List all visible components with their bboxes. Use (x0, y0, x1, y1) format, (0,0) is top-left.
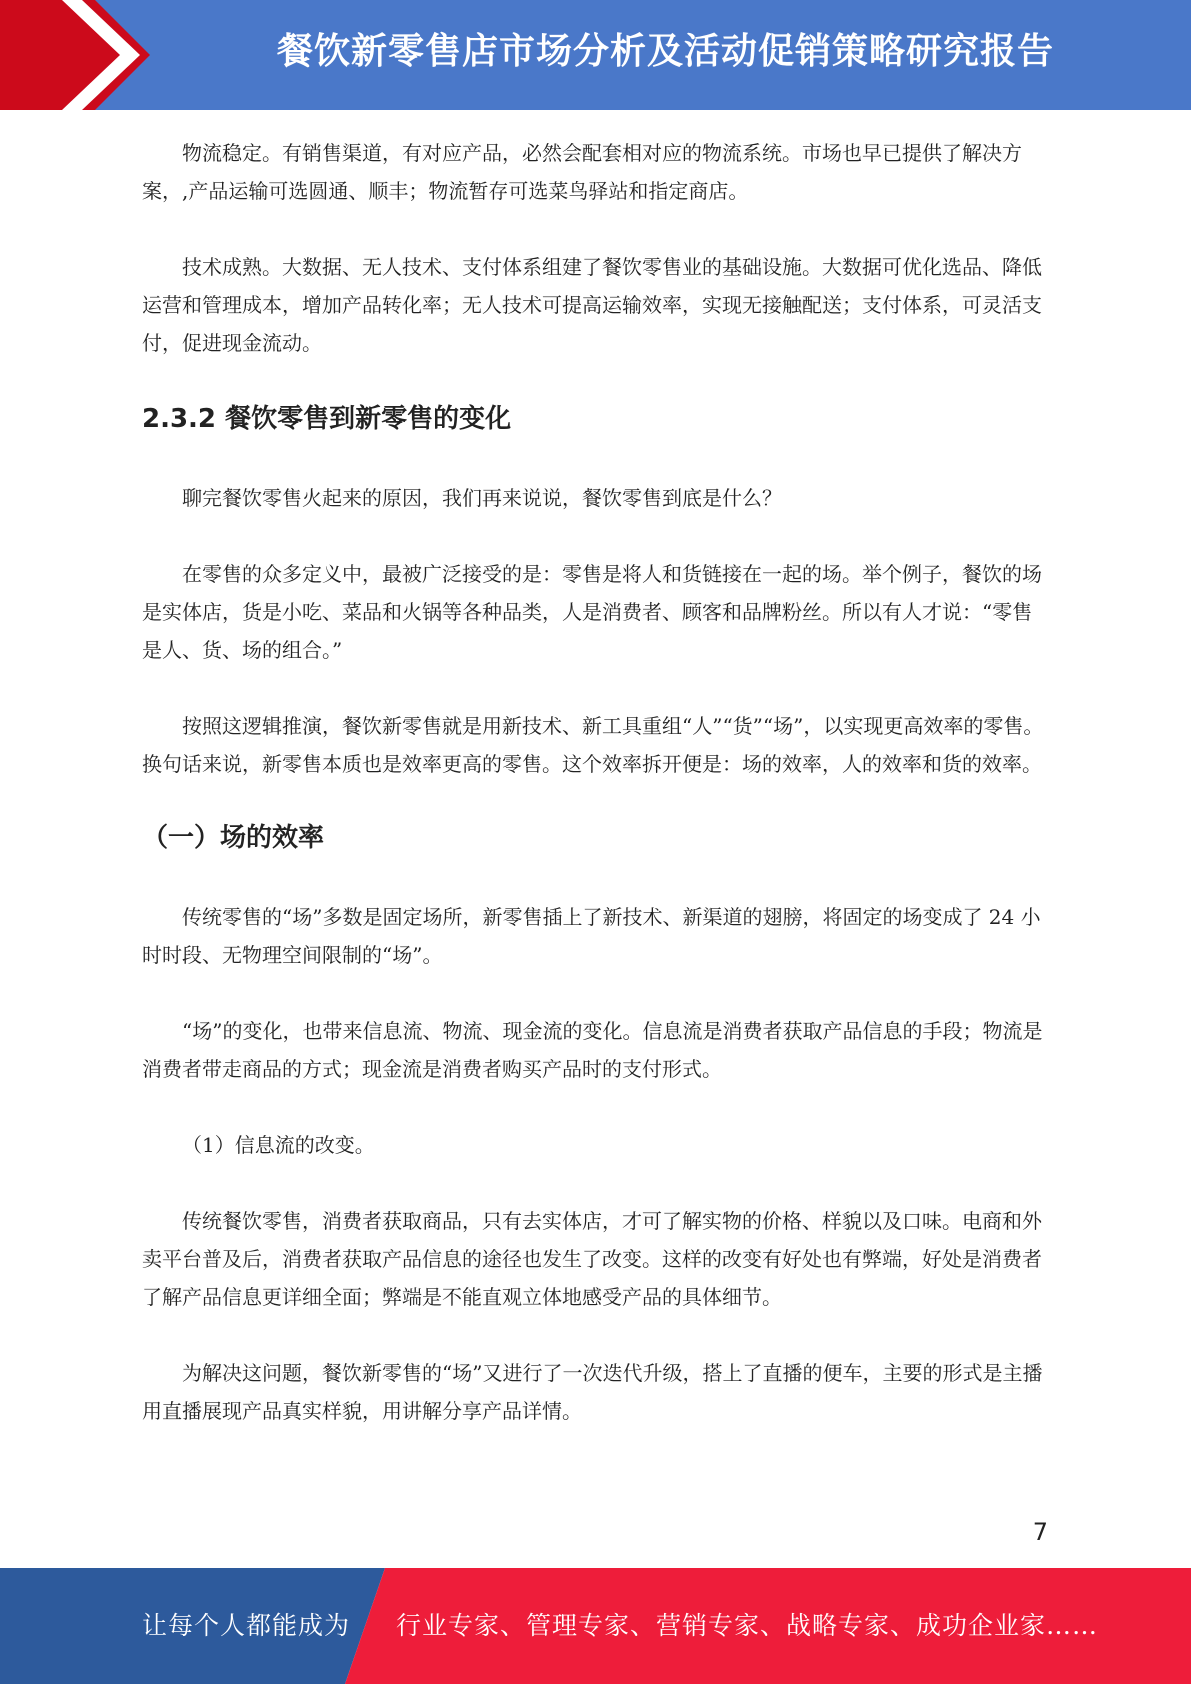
header-arrow-decoration (0, 0, 150, 110)
report-title: 餐饮新零售店市场分析及活动促销策略研究报告 (276, 31, 1054, 72)
paragraph-venue-changes: “场”的变化，也带来信息流、物流、现金流的变化。信息流是消费者获取产品信息的手段；物流是消费者带走商品的方式；现金流是消费者购买产品时的支付形式。 (142, 1019, 1043, 1081)
paragraph-technology: 技术成熟。大数据、无人技术、支付体系组建了餐饮零售业的基础设施。大数据可优化选品、降低运营和管理成本，增加产品转化率；无人技术可提高运输效率，实现无接触配送；支付体系，可灵活支付，促进现金流动。 (142, 255, 1042, 355)
subsection-heading-venue-efficiency: （一）场的效率 (142, 823, 325, 853)
paragraph-livestream-solution: 为解决这问题，餐饮新零售的“场”又进行了一次迭代升级，搭上了直播的便车，主要的形式是主播用直播展现产品真实样貌，用讲解分享产品详情。 (142, 1361, 1043, 1423)
page-footer-banner (0, 1568, 1191, 1684)
paragraph-retail-definition: 在零售的众多定义中，最被广泛接受的是：零售是将人和货链接在一起的场。举个例子，餐饮的场是实体店，货是小吃、菜品和火锅等各种品类，人是消费者、顾客和品牌粉丝。所以有人才说：“零售是人、货、场的组合。” (142, 562, 1042, 662)
footer-slogan-left: 让每个人都能成为 (142, 1611, 351, 1640)
footer-slogan-right: 行业专家、管理专家、营销专家、战略专家、成功企业家…… (396, 1611, 1099, 1640)
section-heading-2-3-2: 2.3.2 餐饮零售到新零售的变化 (142, 404, 512, 434)
paragraph-traditional-venue: 传统零售的“场”多数是固定场所，新零售插上了新技术、新渠道的翅膀，将固定的场变成了 24 小时时段、无物理空间限制的“场”。 (142, 905, 1041, 967)
document-body (142, 134, 1047, 1430)
paragraph-traditional-info: 传统餐饮零售，消费者获取商品，只有去实体店，才可了解实物的价格、样貌以及口味。电商和外卖平台普及后，消费者获取产品信息的途径也发生了改变。这样的改变有好处也有弊端，好处是消费者了解产品信息更详细全面；弊端是不能直观立体地感受产品的具体细节。 (142, 1209, 1042, 1309)
page-number: 7 (1032, 1518, 1048, 1546)
page-header-bar (0, 0, 1191, 110)
paragraph-information-flow-label: （1）信息流的改变。 (182, 1133, 375, 1157)
paragraph-logistics: 物流稳定。有销售渠道，有对应产品，必然会配套相对应的物流系统。市场也早已提供了解决方案，,产品运输可选圆通、顺丰；物流暂存可选菜鸟驿站和指定商店。 (142, 141, 1022, 203)
paragraph-new-retail-logic: 按照这逻辑推演，餐饮新零售就是用新技术、新工具重组“人”“货”“场”，以实现更高效率的零售。换句话来说，新零售本质也是效率更高的零售。这个效率拆开便是：场的效率，人的效率和货的效率。 (142, 714, 1044, 776)
paragraph-intro-question: 聊完餐饮零售火起来的原因，我们再来说说，餐饮零售到底是什么？ (182, 486, 782, 510)
